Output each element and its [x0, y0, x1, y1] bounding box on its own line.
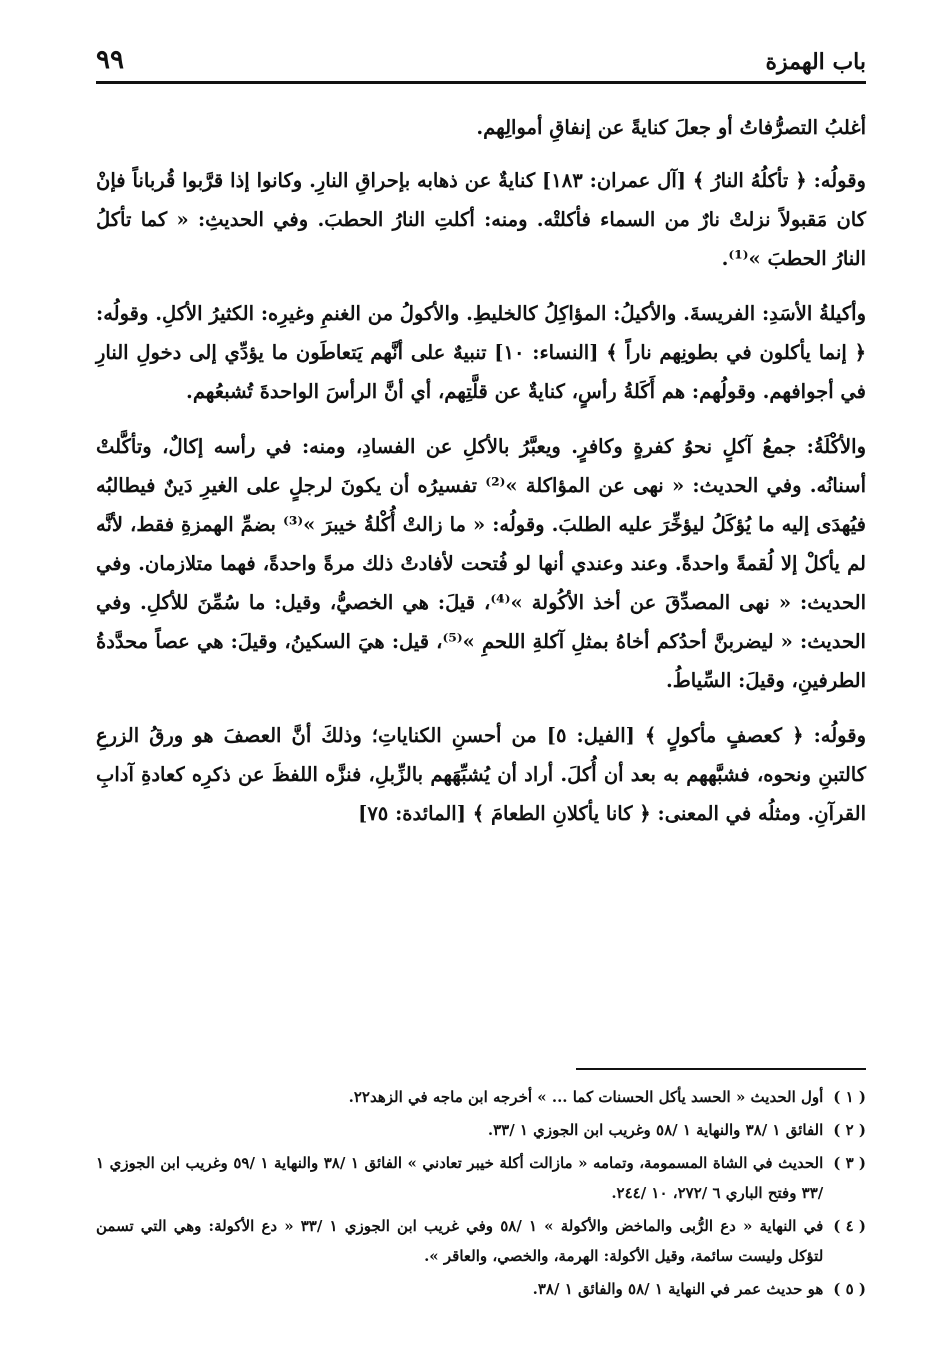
paragraph: وأكيلةُ الأسَدِ: الفريسةَ. والأكيلُ: المؤاكِلُ كالخليطِ. والأكولُ من الغنمِ وغيرِه: الكثيرُ الأكلِ. وقولُه: ﴿ إنما يأكلون في بطونِهم ناراً ﴾ [النساء: ١٠] تنبيهٌ على أنَّهم يَتعاطَون ما يؤدِّي إلى دخولِ النارِ في أجوافهم. وقولُهم: هم أَكَلةُ رأسٍ، كنايةٌ عن قلَّتِهم، أي أنَّ الرأسَ الواحدةَ تُشبعُهم. — [96, 302, 866, 403]
footnote-number: ( ٣ ) — [833, 1154, 866, 1172]
paragraph: وقولُه: ﴿ تأكلُهُ النارُ ﴾ [آل عمران: ١٨٣] كنايةٌ عن ذهابه بإحراقِ النارِ. وكانوا إذا قرَّبوا قُرباناً فإنْ كان مَقبولاً نزلتْ نارٌ من السماء فأكلتْه. ومنه: أكلتِ النارُ الحطبَ. وفي الحديثِ: « كما تأكلُ النارُ الحطبَ »⁽¹⁾. — [96, 169, 866, 270]
paragraph: وقولُه: ﴿ كعصفٍ مأكولٍ ﴾ [الفيل: ٥] من أحسنِ الكناياتِ؛ وذلكَ أنَّ العصفَ هو ورقُ الزرعِ كالتبنِ ونحوه، فشبَّههم به بعد أن أُكلَ. أراد أن يُشبِّهَهم بالزِّبلِ، فنزَّه اللفظَ عن ذكرِه كعادةِ آدابِ القرآنِ. ومثلُه في المعنى: ﴿ كانا يأكلانِ الطعامَ ﴾ [المائدة: ٧٥] — [96, 724, 866, 825]
paragraph: والأكْلَةُ: جمعُ آكلٍ نحوُ كفرةٍ وكافرٍ. ويعبَّرُ بالأكلِ عن الفسادِ، ومنه: في رأسه إكالٌ، وتأكَّلتْ أسنانُه. وفي الحديث: « نهى عن المؤاكلة »⁽²⁾ تفسيرُه أن يكونَ لرجلٍ على الغيرِ دَينٌ فيطالبُه فيُهدَى إليه ما يُؤكَلُ ليؤخِّرَ عليه الطلبَ. وقولُه: « ما زالتْ أُكْلةُ خيبرَ »⁽³⁾ بضمِّ الهمزةِ فقط، لأنَّه لم يأكلْ إلا لُقمةً واحدةً. وعند وعندي أنها لو فُتحت لأفادتْ ذلك مرةً واحدةً، فهما متلازمان. وفي الحديث: « نهى المصدِّقَ عن أخذ الأكُولة »⁽⁴⁾، قيلَ: هي الخصيُّ، وقيل: ما سُمِّنَ للأكلِ. وفي الحديث: « ليضربنَّ أحدُكم أخاهُ بمثلِ آكلةِ اللحمِ »⁽⁵⁾، قيل: هيَ السكينُ، وقيلَ: هي عصاً محدَّدةُ الطرفينِ، وقيلَ: السِّياطُ. — [96, 435, 866, 692]
footnote-number: ( ٤ ) — [833, 1217, 866, 1235]
book-page — [96, 40, 866, 1330]
footnote-number: ( ٢ ) — [833, 1121, 866, 1139]
footnote — [96, 1211, 866, 1271]
footnote — [96, 1115, 866, 1145]
footnote-text: هو حديث عمر في النهاية ١ /٥٨ والفائق ١ /٣٨. — [532, 1280, 824, 1298]
footnote-number: ( ٥ ) — [833, 1280, 866, 1298]
main-text — [96, 108, 866, 849]
footnotes — [96, 1082, 866, 1307]
footnote-text: أول الحديث « الحسد يأكل الحسنات كما ... » أخرجه ابن ماجه في الزهد٢٢. — [348, 1088, 824, 1106]
footnote-text: الفائق ١ /٣٨ والنهاية ١ /٥٨ وغريب ابن الجوزي ١ /٣٣. — [487, 1121, 824, 1139]
page-number: ٩٩ — [96, 45, 124, 75]
footnote-number: ( ١ ) — [833, 1088, 866, 1106]
footnote — [96, 1148, 866, 1208]
running-head: باب الهمزة — [765, 49, 866, 75]
footnote-text: الحديث في الشاة المسمومة، وتمامه « مازالت أكلة خيبر تعادني » الفائق ١ /٣٨ والنهاية ١ /٥٩ وغريب ابن الجوزي ١ /٣٣ وفتح الباري ٦ /٢٧٢، ١٠ /٢٤٤. — [96, 1154, 824, 1202]
footnote-separator — [576, 1068, 866, 1070]
paragraph: أغلبُ التصرُّفاتُ أو جعلَ كنايةً عن إنفاقِ أموالِهم. — [476, 116, 866, 139]
footnote-text: في النهاية « دع الرُّبى والماخض والأكولة » ١ /٥٨ وفي غريب ابن الجوزي ١ /٣٣ « دع الأكولة: وهي التي تسمن لتؤكل وليست سائمة، وقيل الأكولة: الهرمة، والخصي، والعاقر ». — [96, 1217, 824, 1265]
footnote — [96, 1274, 866, 1304]
footnote — [96, 1082, 866, 1112]
page-header — [96, 40, 866, 84]
